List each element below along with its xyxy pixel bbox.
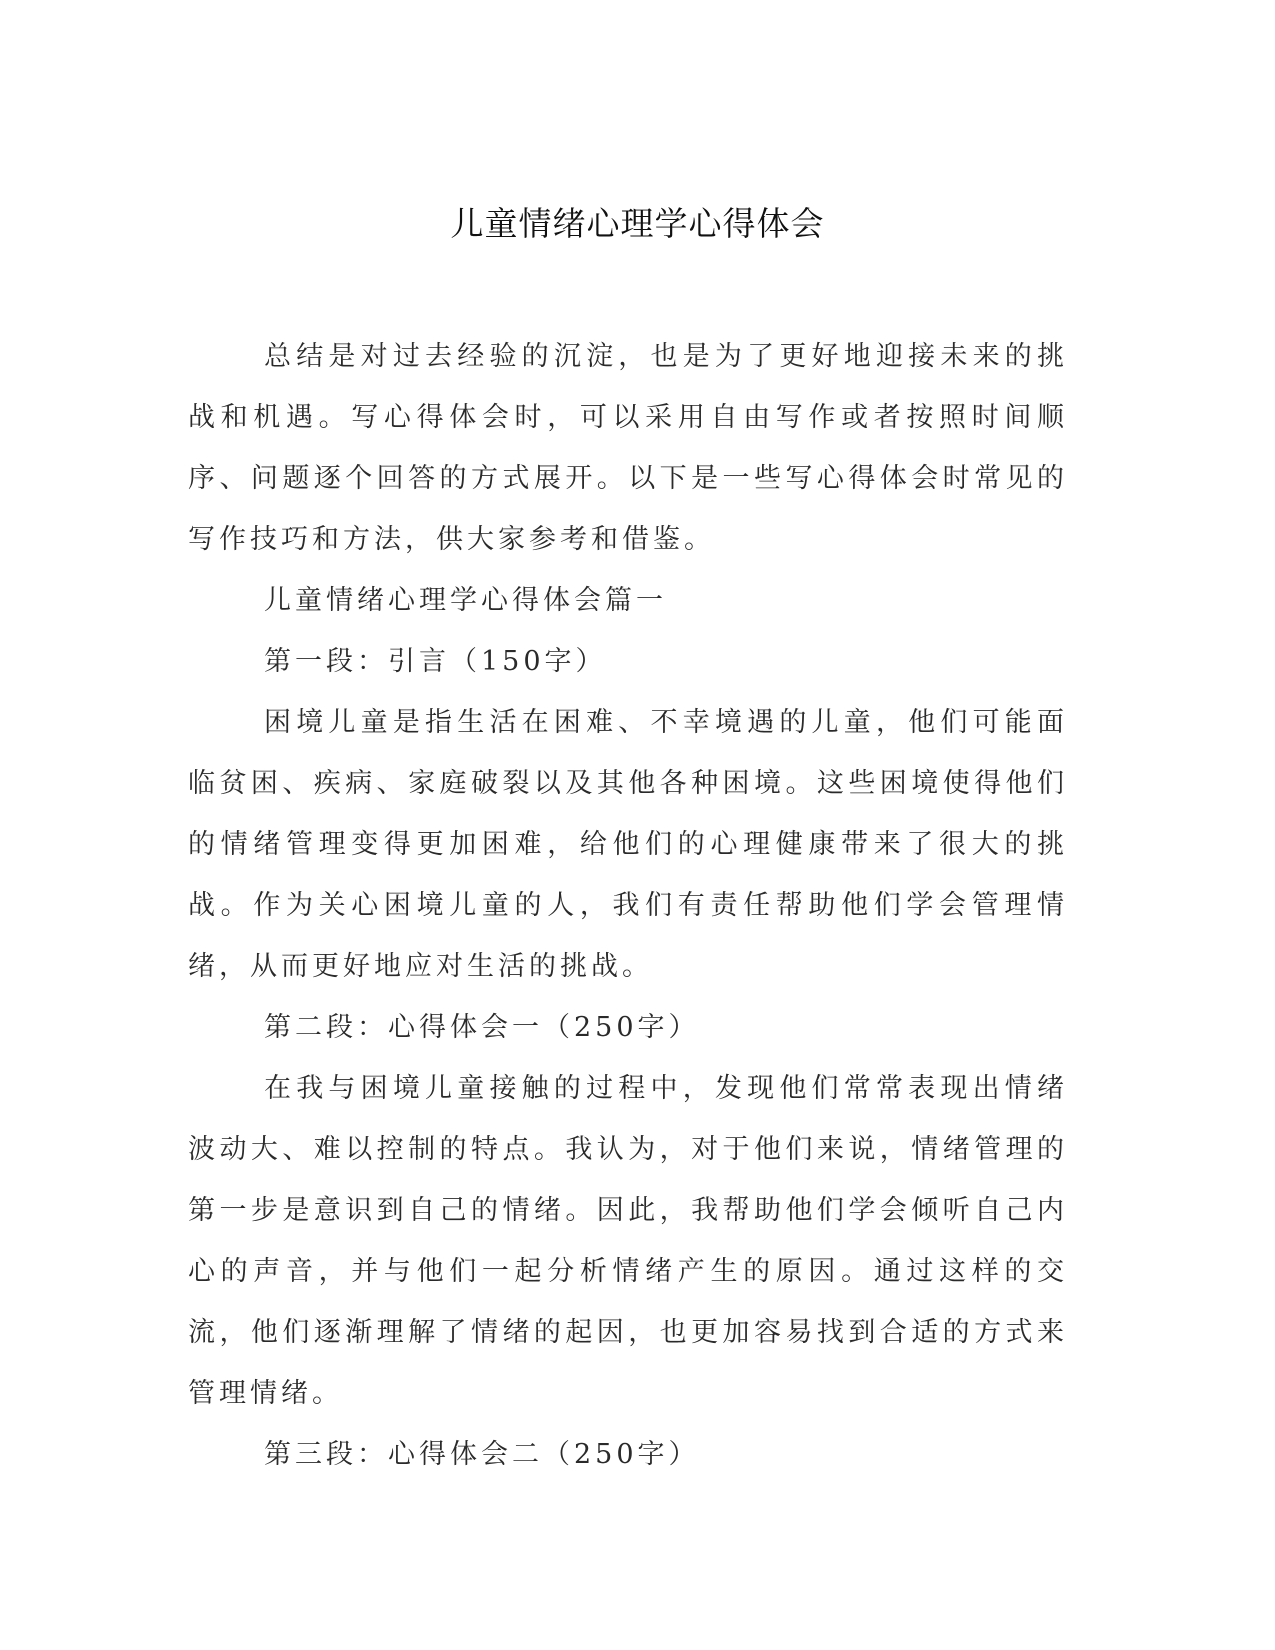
part2-heading: 第二段：心得体会一（250字） bbox=[264, 1012, 700, 1043]
part3-heading: 第三段：心得体会二（250字） bbox=[264, 1439, 700, 1470]
intro-paragraph: 总结是对过去经验的沉淀，也是为了更好地迎接未来的挑战和机遇。写心得体会时，可以采用自由写作或者按照时间顺序、问题逐个回答的方式展开。以下是一些写心得体会时常见的写作技巧和方法，供大家参考和借鉴。 bbox=[188, 341, 1068, 555]
part1-paragraph: 困境儿童是指生活在困难、不幸境遇的儿童，他们可能面临贫困、疾病、家庭破裂以及其他各种困境。这些困境使得他们的情绪管理变得更加困难，给他们的心理健康带来了很大的挑战。作为关心困境儿童的人，我们有责任帮助他们学会管理情绪，从而更好地应对生活的挑战。 bbox=[188, 707, 1068, 982]
part2-paragraph: 在我与困境儿童接触的过程中，发现他们常常表现出情绪波动大、难以控制的特点。我认为，对于他们来说，情绪管理的第一步是意识到自己的情绪。因此，我帮助他们学会倾听自己内心的声音，并与他们一起分析情绪产生的原因。通过这样的交流，他们逐渐理解了情绪的起因，也更加容易找到合适的方式来管理情绪。 bbox=[188, 1073, 1068, 1409]
part1-heading: 第一段：引言（150字） bbox=[264, 646, 607, 677]
document-body bbox=[188, 326, 1068, 1485]
document-title: 儿童情绪心理学心得体会 bbox=[450, 204, 825, 243]
section-title: 儿童情绪心理学心得体会篇一 bbox=[264, 585, 667, 616]
